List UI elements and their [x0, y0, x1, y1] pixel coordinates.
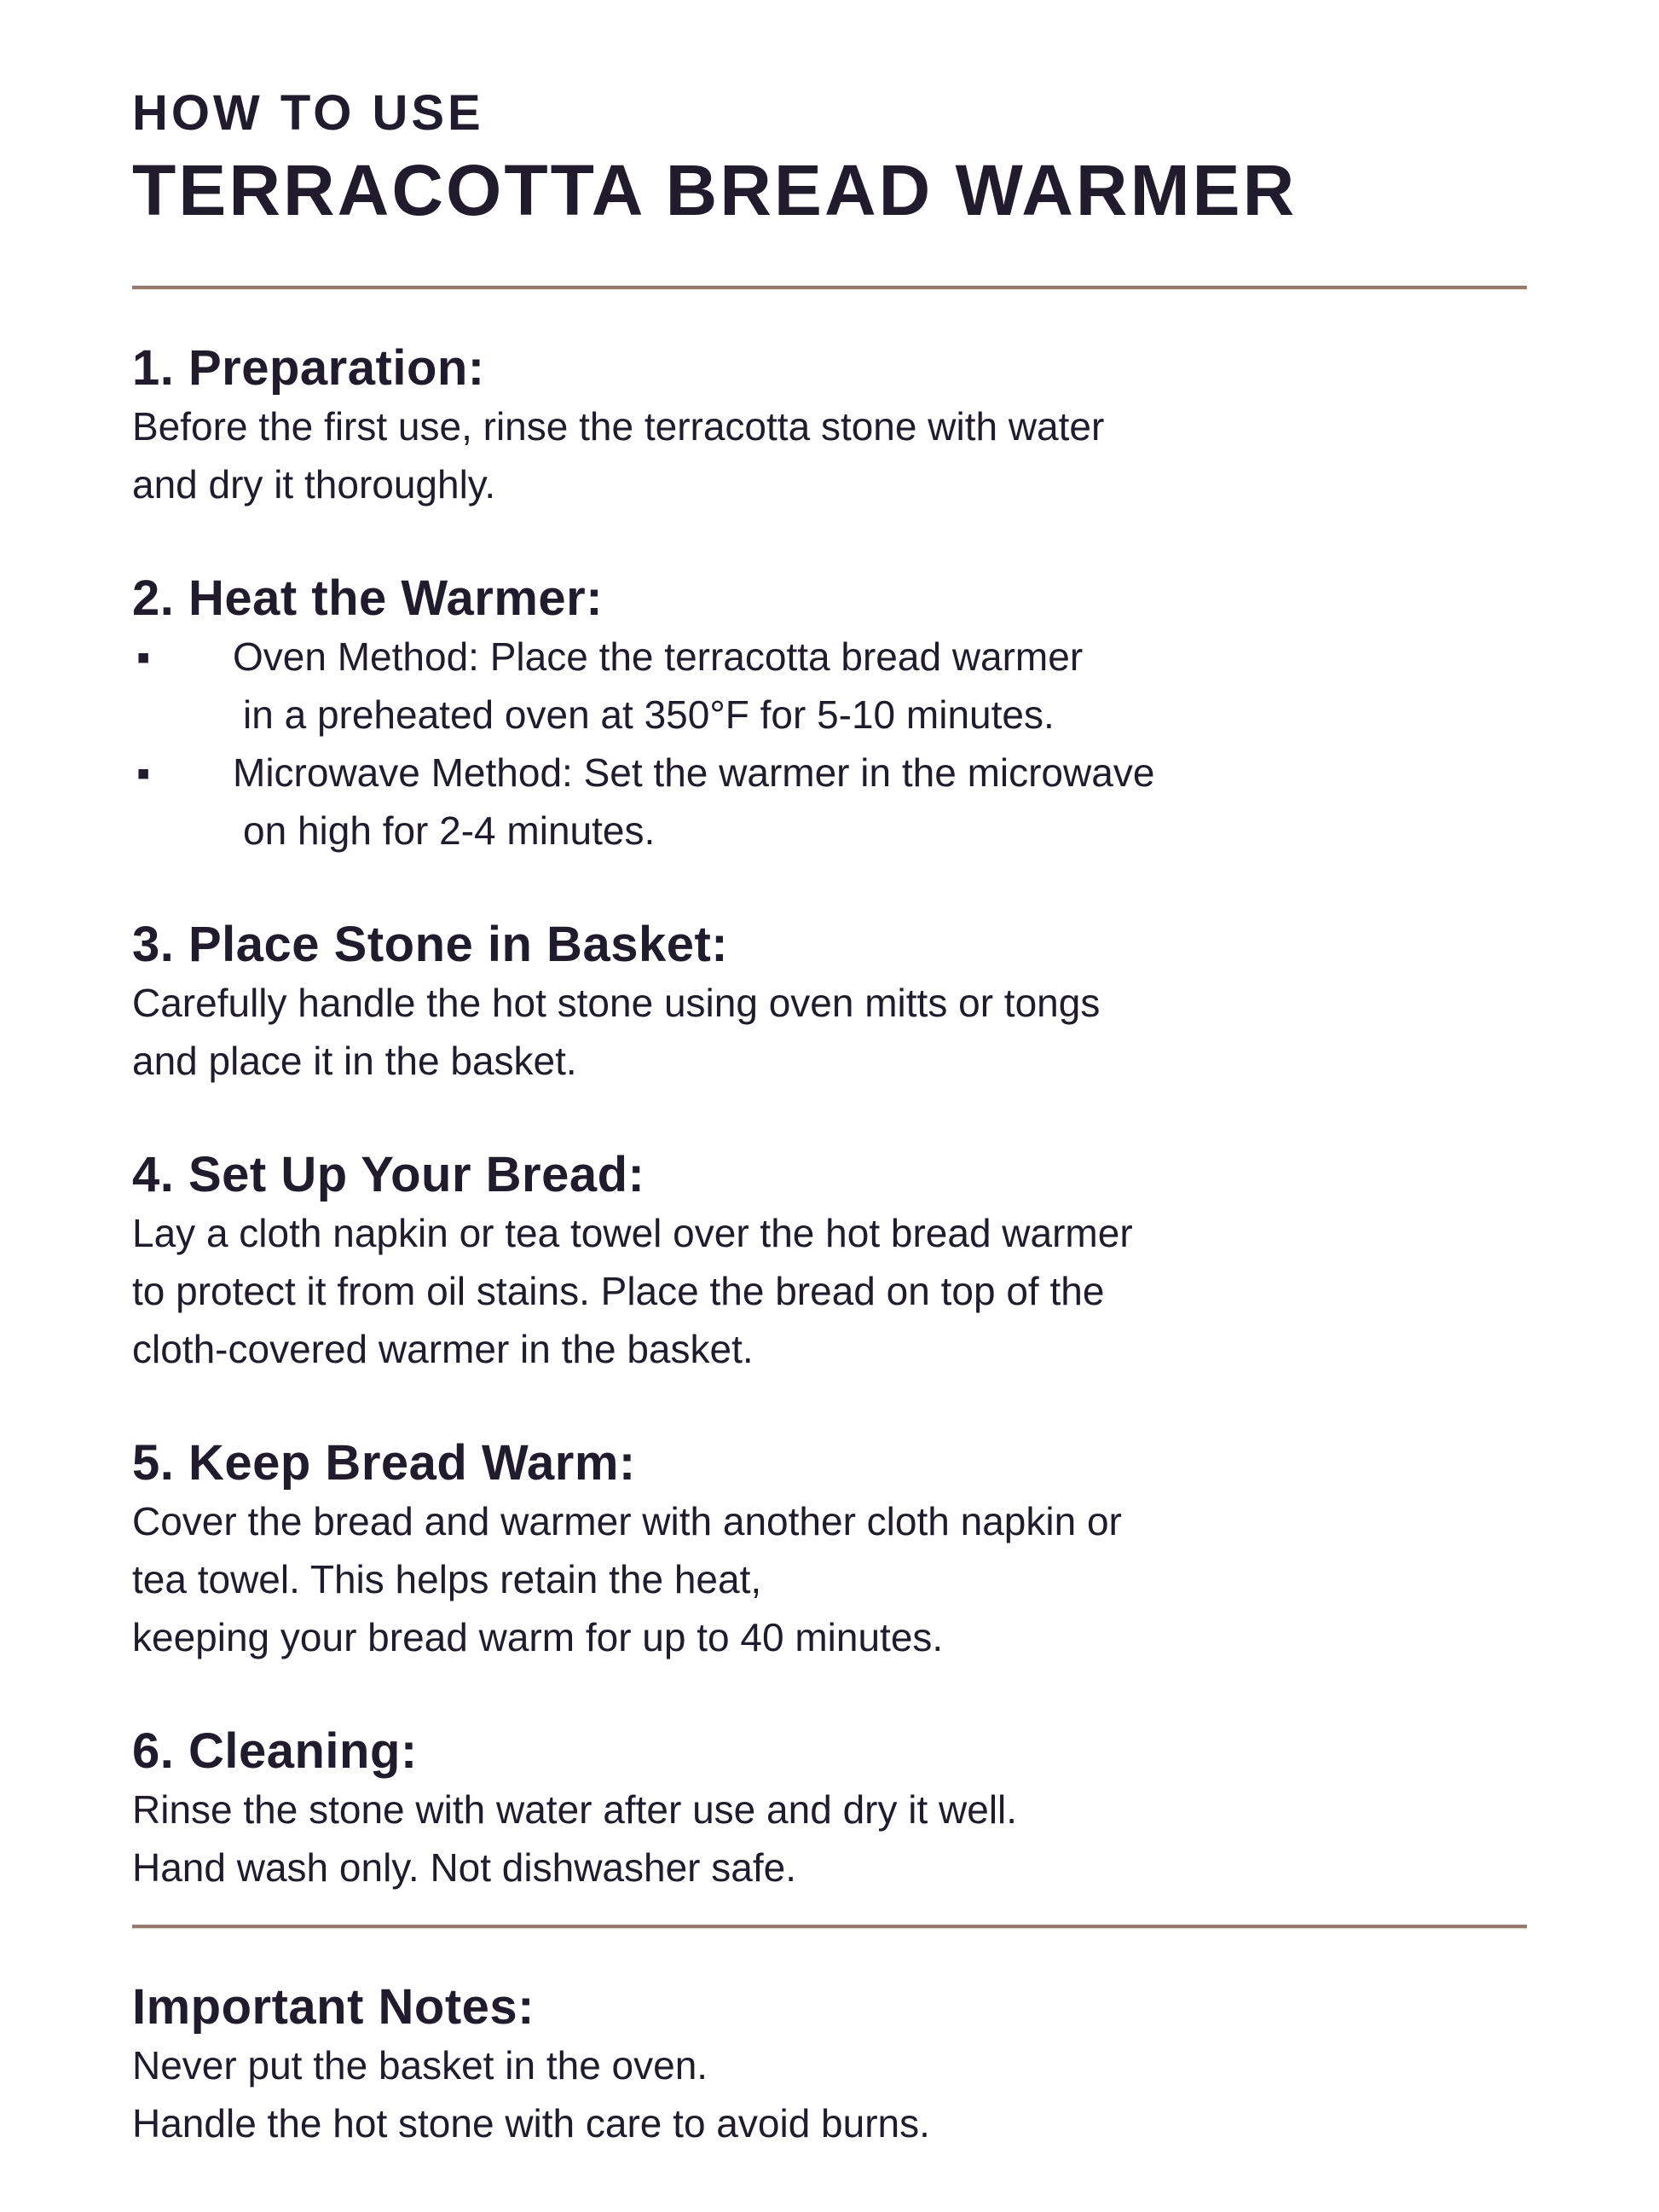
bullet-line: Oven Method: Place the terracotta bread warmer	[233, 634, 1084, 679]
section-heading: 3. Place Stone in Basket:	[132, 917, 729, 972]
body-line: Never put the basket in the oven.	[132, 2043, 708, 2088]
divider-top	[132, 286, 1527, 290]
body-line: Handle the hot stone with care to avoid burns.	[132, 2101, 930, 2145]
body-line: Before the first use, rinse the terracotta stone with water	[132, 404, 1105, 449]
section-heading: Important Notes:	[132, 1979, 535, 2035]
page-title: TERRACOTTA BREAD WARMER	[132, 150, 1298, 230]
bullet-line: Microwave Method: Set the warmer in the microwave	[233, 750, 1155, 795]
divider-bottom	[132, 1925, 1527, 1929]
section-important-notes	[132, 1978, 1527, 2152]
section-place-stone-in-basket	[132, 916, 1527, 1090]
bullet-item-oven-method	[132, 628, 1527, 744]
section-heading: 6. Cleaning:	[132, 1723, 418, 1779]
body-line: and dry it thoroughly.	[132, 462, 496, 507]
body-line: Lay a cloth napkin or tea towel over the hot bread warmer	[132, 1211, 1133, 1255]
body-line: keeping your bread warm for up to 40 minutes.	[132, 1615, 944, 1659]
eyebrow-text: HOW TO USE	[132, 85, 484, 141]
section-heading: 4. Set Up Your Bread:	[132, 1147, 645, 1202]
section-cleaning	[132, 1723, 1527, 1896]
bullet-square-icon: ▪	[136, 634, 151, 679]
bullet-square-icon: ▪	[136, 750, 151, 795]
bullet-item-microwave-method	[132, 744, 1527, 860]
body-line: cloth-covered warmer in the basket.	[132, 1327, 754, 1371]
section-heading: 1. Preparation:	[132, 340, 485, 396]
section-keep-bread-warm	[132, 1434, 1527, 1666]
body-line: Hand wash only. Not dishwasher safe.	[132, 1845, 796, 1890]
body-line: Rinse the stone with water after use and dry it well.	[132, 1787, 1018, 1832]
header	[132, 85, 1527, 230]
section-heading: 2. Heat the Warmer:	[132, 570, 604, 626]
bullet-line: in a preheated oven at 350°F for 5-10 minutes.	[243, 692, 1055, 737]
body-line: and place it in the basket.	[132, 1039, 577, 1083]
bullet-line: on high for 2-4 minutes.	[243, 808, 656, 853]
section-set-up-your-bread	[132, 1146, 1527, 1378]
body-line: to protect it from oil stains. Place the bread on top of the	[132, 1269, 1105, 1313]
body-line: Cover the bread and warmer with another cloth napkin or	[132, 1499, 1122, 1543]
body-line: Carefully handle the hot stone using oven mitts or tongs	[132, 981, 1101, 1025]
body-line: tea towel. This helps retain the heat,	[132, 1557, 762, 1601]
section-preparation	[132, 339, 1527, 513]
section-heading: 5. Keep Bread Warm:	[132, 1435, 636, 1491]
section-heat-the-warmer	[132, 570, 1527, 860]
